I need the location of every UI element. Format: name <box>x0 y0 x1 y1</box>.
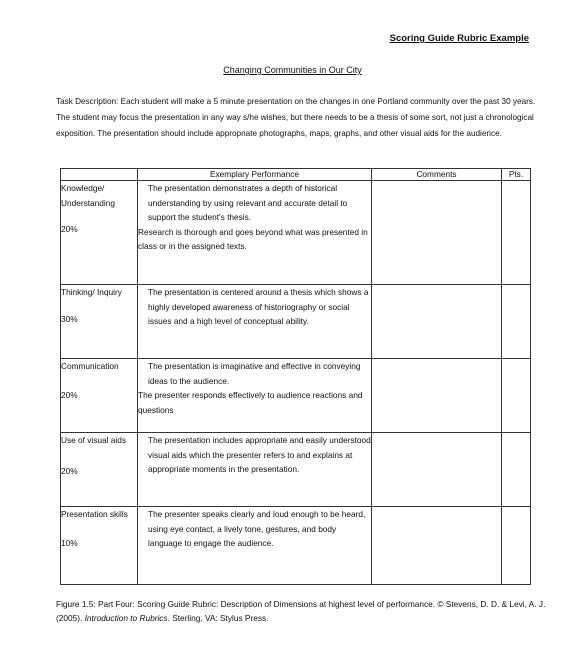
criterion-label: Communication <box>61 361 119 371</box>
description-cell <box>138 507 372 585</box>
criterion-weight: 20% <box>61 224 78 234</box>
criterion-cell <box>61 359 138 433</box>
points-cell <box>502 507 531 585</box>
table-row <box>61 181 531 285</box>
criterion-weight: 20% <box>61 465 78 476</box>
comments-cell <box>372 507 502 585</box>
description-text: The presentation demonstrates a depth of historical understanding by using relevant and accurate detail to support the student's thesis. <box>148 183 348 222</box>
table-header-row <box>61 169 531 181</box>
points-cell <box>502 359 531 433</box>
description-text: The presentation is centered around a thesis which shows a highly developed awareness of historiography or social issues and a high level of conceptual ability. <box>148 287 369 326</box>
description-text: The presenter speaks clearly and loud enough to be heard, using eye contact, a lively tone, gestures, and body language to engage the audience. <box>148 509 366 548</box>
points-cell <box>502 285 531 359</box>
comments-cell <box>372 359 502 433</box>
header-criterion <box>61 169 138 181</box>
caption-book-title: Introduction to Rubrics <box>84 613 168 623</box>
description-cell <box>138 285 372 359</box>
figure-caption <box>56 597 546 625</box>
table-row <box>61 433 531 507</box>
criterion-label: Presentation skills <box>61 509 128 519</box>
description-text: Research is thorough and goes beyond what was presented in class or in the assigned texts. <box>138 226 368 251</box>
description-text: The presenter responds effectively to audience reactions and questions <box>138 390 363 415</box>
description-text: The presentation includes appropriate and easily understood visual aids which the presenter refers to and explains at appropriate moments in the presentation. <box>148 435 371 474</box>
comments-cell <box>372 433 502 507</box>
criterion-cell <box>61 285 138 359</box>
header-comments: Comments <box>372 169 502 181</box>
criterion-cell <box>61 507 138 585</box>
description-cell <box>138 433 372 507</box>
points-cell <box>502 433 531 507</box>
header-exemplary: Exemplary Performance <box>138 169 372 181</box>
criterion-weight: 30% <box>61 313 78 324</box>
document-title: Scoring Guide Rubric Example <box>389 33 529 44</box>
table-row <box>61 507 531 585</box>
criterion-cell <box>61 181 138 285</box>
caption-text: Figure 1.5: Part Four: Scoring Guide Rubric: Description of Dimensions at highest level of performance. © Stevens, D. D. & Levi, A. J. (2005). <box>56 599 546 623</box>
description-cell <box>138 359 372 433</box>
description-cell <box>138 181 372 285</box>
criterion-label: Knowledge/ Understanding <box>61 183 115 208</box>
criterion-weight: 10% <box>61 537 78 548</box>
header-points: Pts. <box>502 169 531 181</box>
points-cell <box>502 181 531 285</box>
criterion-cell <box>61 433 138 507</box>
table-row <box>61 359 531 433</box>
caption-publisher: . Sterling, VA: Stylus Press. <box>167 613 269 623</box>
criterion-label: Thinking/ Inquiry <box>61 287 122 297</box>
criterion-label: Use of visual aids <box>61 435 127 445</box>
document-subtitle: Changing Communities in Our City <box>223 65 362 75</box>
table-row <box>61 285 531 359</box>
comments-cell <box>372 181 502 285</box>
criterion-weight: 20% <box>61 389 78 400</box>
description-text: The presentation is imaginative and effective in conveying ideas to the audience. <box>148 361 361 386</box>
comments-cell <box>372 285 502 359</box>
task-description: Task Description: Each student will make a 5 minute presentation on the changes in one Portland community over the past 30 years. The student may focus the presentation in any way s/he wishes, but there needs to be a thesis of some sort, not just a chronological exposition. The presentation should include appropriate photographs, maps, graphs, and other visual aids for the audience. <box>56 97 536 138</box>
rubric-table <box>60 168 531 585</box>
